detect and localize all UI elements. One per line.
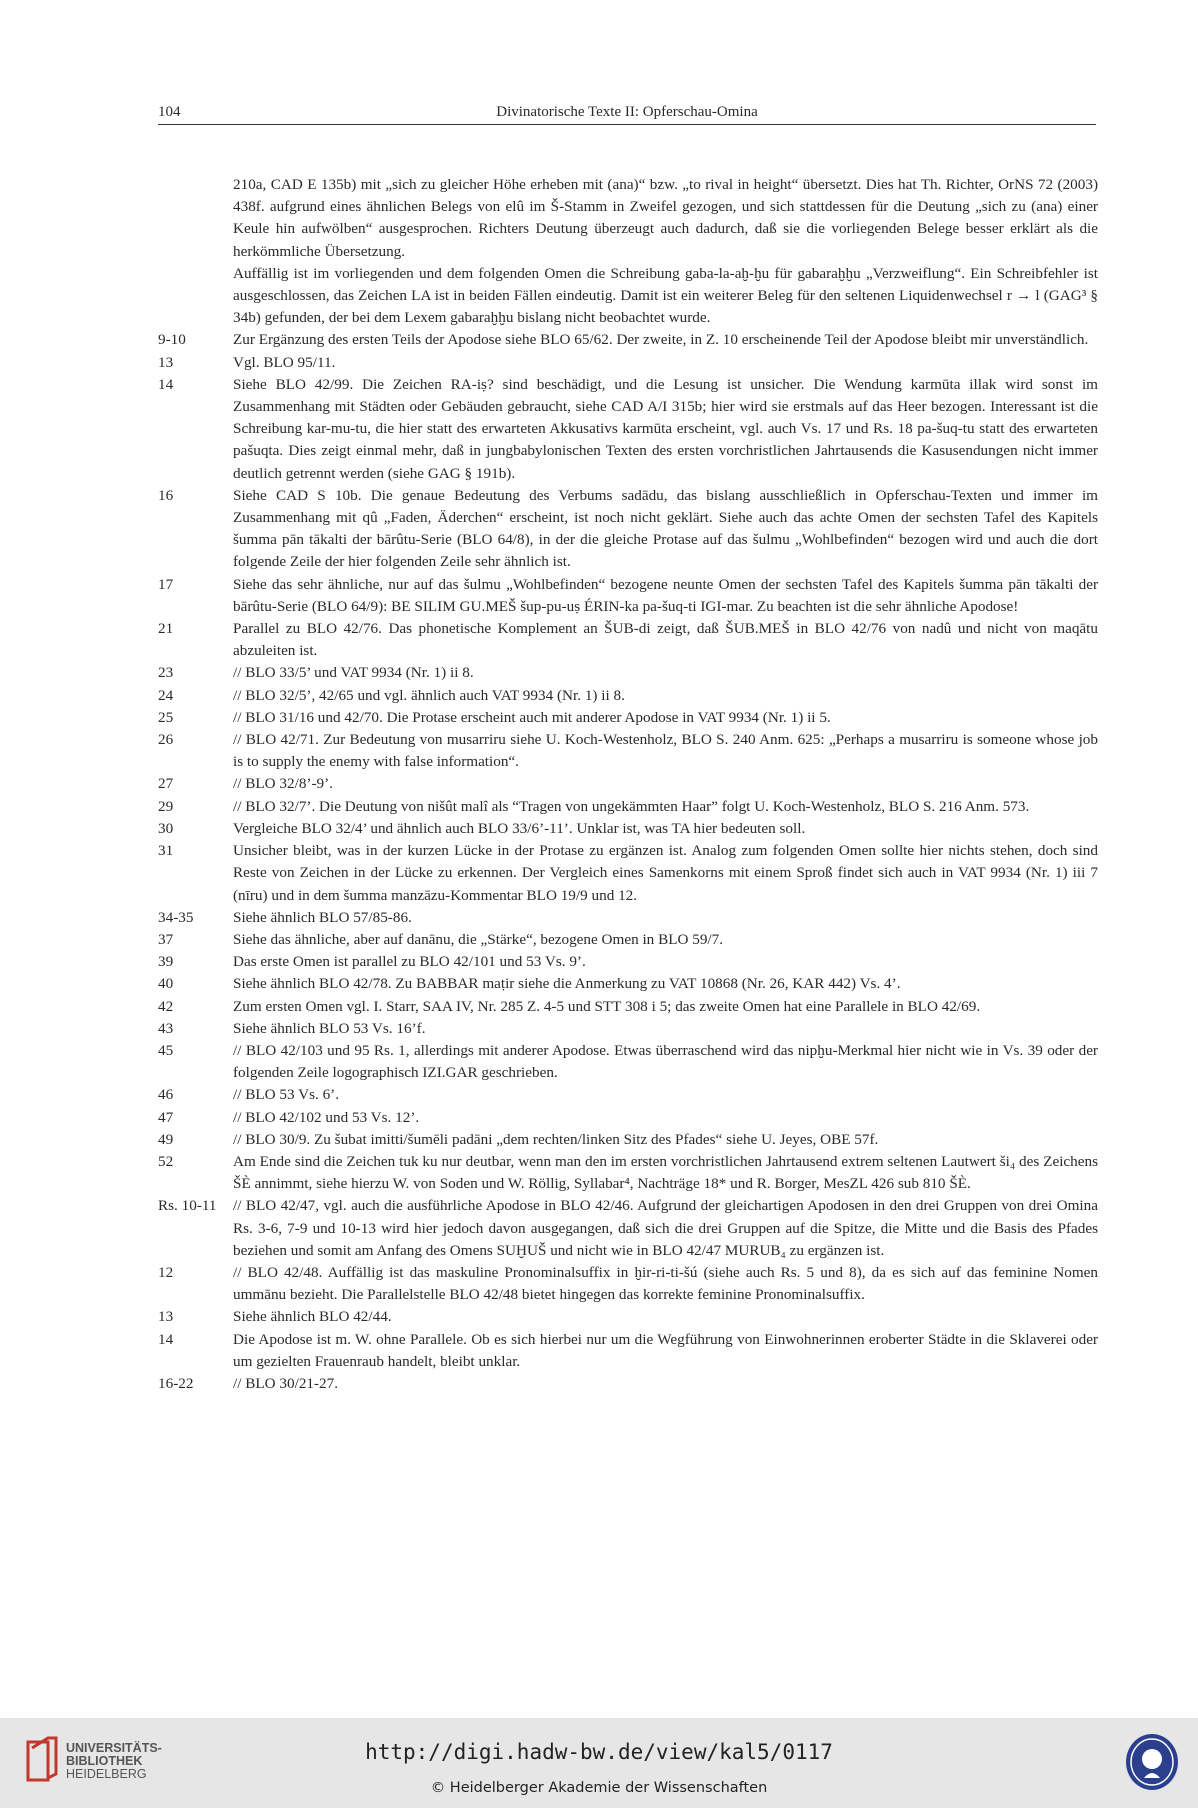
note-entry	[158, 1373, 1098, 1395]
note-line-ref: 9-10	[158, 331, 186, 349]
page-header	[158, 102, 1096, 125]
note-text: // BLO 42/102 und 53 Vs. 12’.	[233, 1108, 420, 1126]
note-line-ref: 39	[158, 953, 174, 971]
note-entry	[158, 796, 1098, 818]
continuation-paragraph: Auffällig ist im vorliegenden und dem folgenden Omen die Schreibung gaba-la-aḫ-ḫu für gabaraḫḫu „Verzweiflung“. Ein Schreibfehler ist ausgeschlossen, das Zeichen LA ist in beiden Fällen eindeutig. Damit ist ein weiterer Beleg für den seltenen Liquidenwechsel r → l (GAG³ § 34b) gefunden, der bei dem Lexem gabaraḫḫu bislang nicht beobachtet wurde.	[233, 264, 1098, 327]
note-entry	[158, 1262, 1098, 1306]
note-text: // BLO 53 Vs. 6’.	[233, 1086, 340, 1104]
note-entry	[158, 1329, 1098, 1373]
note-entry	[158, 1040, 1098, 1084]
note-entry	[158, 773, 1098, 795]
note-text: Die Apodose ist m. W. ohne Parallele. Ob es sich hierbei nur um die Wegführung von Einwohnerinnen eroberter Städte in die Sklaverei oder um gezielten Frauenraub handelt, bleibt unklar.	[233, 1330, 1098, 1370]
note-text: // BLO 32/5’, 42/65 und vgl. ähnlich auch VAT 9934 (Nr. 1) ii 8.	[233, 686, 625, 704]
note-text: Siehe das ähnliche, aber auf danānu, die „Stärke“, bezogene Omen in BLO 59/7.	[233, 930, 724, 948]
note-line-ref: 26	[158, 731, 174, 749]
note-line-ref: 25	[158, 708, 174, 726]
note-entry	[158, 973, 1098, 995]
note-line-ref: 27	[158, 775, 174, 793]
page-number: 104	[158, 104, 181, 120]
note-entry	[158, 1306, 1098, 1328]
note-text: // BLO 32/8’-9’.	[233, 775, 333, 793]
note-line-ref: 47	[158, 1108, 174, 1126]
note-line-ref: 42	[158, 997, 174, 1015]
note-text: // BLO 30/21-27.	[233, 1374, 339, 1392]
continuation-paragraph: 210a, CAD E 135b) mit „sich zu gleicher Höhe erheben mit (ana)“ bzw. „to rival in height“ übersetzt. Dies hat Th. Richter, OrNS 72 (2003) 438f. aufgrund eines ähnlichen Belegs von elû im Š-Stamm in Zweifel gezogen, und sich stattdessen für die Deutung „sich zu (ana) einer Keule hin aufwölben“ ausgesprochen. Richters Deutung überzeugt auch dadurch, daß sie die vorliegenden Belege besser erklärt als die herkömmliche Übersetzung.	[233, 176, 1098, 260]
continuation-text	[158, 174, 1098, 329]
note-entry	[158, 1151, 1098, 1195]
note-text: Unsicher bleibt, was in der kurzen Lücke in der Protase zu ergänzen ist. Analog zum folgenden Omen sollte hier nichts stehen, doch sind Reste von Zeichen in der Lücke zu erkennen. Der Vergleich eines Samenkorns mit einem Sproß findet sich auch in VAT 9934 (Nr. 1) iii 7 (nīru) und in dem šumma manzāzu-Kommentar BLO 19/9 und 12.	[233, 842, 1098, 904]
library-name-line: HEIDELBERG	[66, 1767, 147, 1781]
note-text: Zum ersten Omen vgl. I. Starr, SAA IV, Nr. 285 Z. 4-5 und STT 308 i 5; das zweite Omen hat eine Parallele in BLO 42/69.	[233, 997, 981, 1015]
note-line-ref: 14	[158, 1330, 174, 1348]
note-text: Siehe ähnlich BLO 53 Vs. 16’f.	[233, 1019, 426, 1037]
note-line-ref: 29	[158, 797, 174, 815]
footer-bar	[0, 1718, 1198, 1808]
note-entry	[158, 329, 1098, 351]
note-line-ref: 17	[158, 575, 174, 593]
note-entry	[158, 929, 1098, 951]
copyright-notice: © Heidelberger Akademie der Wissenschaften	[430, 1780, 768, 1796]
note-entry	[158, 1107, 1098, 1129]
note-entry	[158, 907, 1098, 929]
library-name-line: UNIVERSITÄTS-	[66, 1741, 162, 1755]
library-name-line: BIBLIOTHEK	[66, 1754, 143, 1768]
note-entry	[158, 574, 1098, 618]
note-text: // BLO 31/16 und 42/70. Die Protase erscheint auch mit anderer Apodose in VAT 9934 (Nr. 1) ii 5.	[233, 708, 831, 726]
note-text: Siehe BLO 42/99. Die Zeichen RA-iṣ? sind beschädigt, und die Lesung ist unsicher. Die Wendung karmūta illak wird sonst im Zusammenhang mit Städten oder Gebäuden gebraucht, siehe CAD A/I 315b; hier wird sie erstmals auf das Heer bezogen. Interessant ist die Schreibung kar-mu-tu, die hier statt des erwarteten Akkusativs karmūta erscheint, vgl. auch Vs. 17 und Rs. 18 pa-šuq-tu statt des erwarteten pašuqta. Dies zeigt einmal mehr, daß in jungbabylonischen Texten des ersten vorchristlichen Jahrtausends die Kasusendungen nicht immer deutlich getrennt werden (siehe GAG § 191b).	[233, 375, 1098, 482]
note-line-ref: 40	[158, 975, 174, 993]
note-text: // BLO 30/9. Zu šubat imitti/šumēli padāni „dem rechten/linken Sitz des Pfades“ siehe U. Jeyes, OBE 57f.	[233, 1130, 879, 1148]
note-entry	[158, 818, 1098, 840]
note-line-ref: 45	[158, 1041, 174, 1059]
note-text: Siehe ähnlich BLO 42/78. Zu BABBAR maṭir siehe die Anmerkung zu VAT 10868 (Nr. 26, KAR 442) Vs. 4’.	[233, 975, 901, 993]
note-text: // BLO 42/103 und 95 Rs. 1, allerdings mit anderer Apodose. Etwas überraschend wird das nipḫu-Merkmal hier nicht wie in Vs. 39 oder der folgenden Zeile logographisch IZI.GAR geschrieben.	[233, 1041, 1098, 1082]
academy-seal-icon	[1124, 1732, 1180, 1792]
notes-list	[158, 329, 1098, 1395]
note-text: Siehe ähnlich BLO 57/85-86.	[233, 908, 412, 926]
note-line-ref: 13	[158, 353, 174, 371]
note-line-ref: 24	[158, 686, 174, 704]
permalink[interactable]: http://digi.hadw-bw.de/view/kal5/0117	[365, 1740, 833, 1764]
note-text: Siehe das sehr ähnliche, nur auf das šulmu „Wohlbefinden“ bezogene neunte Omen der sechsten Tafel des Kapitels šumma pān tākalti der bārûtu-Serie (BLO 64/9): BE SILIM GU.MEŠ šup-pu-uṣ ÉRIN-ka pa-šuq-ti IGI-mar. Zu beachten ist die sehr ähnliche Apodose!	[233, 575, 1098, 615]
note-line-ref: 46	[158, 1086, 174, 1104]
note-text: Am Ende sind die Zeichen tuk ku nur deutbar, wenn man den im ersten vorchristlichen Jahrtausend extrem seltenen Lautwert ši₄ des Zeichens ŠÈ annimmt, siehe hierzu W. von Soden und W. Röllig, Syllabar⁴, Nachträge 18* und R. Borger, MesZL 426 sub 810 ŠÈ.	[233, 1152, 1098, 1193]
note-line-ref: 14	[158, 375, 174, 393]
note-line-ref: 52	[158, 1152, 174, 1170]
note-line-ref: 12	[158, 1263, 174, 1281]
note-line-ref: 13	[158, 1308, 174, 1326]
note-text: // BLO 42/47, vgl. auch die ausführliche Apodose in BLO 42/46. Aufgrund der gleichartigen Apodosen in den drei Gruppen von drei Omina Rs. 3-6, 7-9 und 10-13 wird hier jedoch davon ausgegangen, daß sich die drei Gruppen auf die Spitze, die Mitte und die Basis des Pfades beziehen und somit am Anfang des Omens SUḪUŠ und nicht wie in BLO 42/47 MURUB₄ zu ergänzen ist.	[233, 1197, 1098, 1259]
note-entry	[158, 951, 1098, 973]
note-text: // BLO 42/48. Auffällig ist das maskuline Pronominalsuffix in ḫir-ri-ti-šú (siehe auch Rs. 5 und 8), da es sich auf das feminine Nomen ummānu bezieht. Die Parallelstelle BLO 42/48 bietet hingegen das korrekte feminine Pronominalsuffix.	[233, 1263, 1098, 1304]
note-text: Siehe ähnlich BLO 42/44.	[233, 1308, 392, 1326]
note-line-ref: Rs. 10-11	[158, 1197, 217, 1215]
note-text: // BLO 42/71. Zur Bedeutung von musarriru siehe U. Koch-Westenholz, BLO S. 240 Anm. 625: „Perhaps a musarriru is someone whose job is to supply the enemy with false information“.	[233, 731, 1098, 771]
note-text: Vergleiche BLO 32/4’ und ähnlich auch BLO 33/6’-11’. Unklar ist, was TA hier bedeuten soll.	[233, 819, 806, 837]
note-line-ref: 30	[158, 819, 174, 837]
note-text: Zur Ergänzung des ersten Teils der Apodose siehe BLO 65/62. Der zweite, in Z. 10 erscheinende Teil der Apodose bleibt mir unverständlich.	[233, 331, 1089, 349]
note-entry	[158, 662, 1098, 684]
note-entry	[158, 729, 1098, 773]
note-entry	[158, 1084, 1098, 1106]
note-line-ref: 21	[158, 620, 174, 638]
note-entry	[158, 840, 1098, 907]
note-entry	[158, 707, 1098, 729]
note-entry	[158, 685, 1098, 707]
commentary-body	[158, 174, 1098, 1395]
note-entry	[158, 1129, 1098, 1151]
note-text: // BLO 32/7’. Die Deutung von nišût malî als “Tragen von ungekämmten Haar” folgt U. Koch-Westenholz, BLO S. 216 Anm. 573.	[233, 797, 1030, 815]
note-text: // BLO 33/5’ und VAT 9934 (Nr. 1) ii 8.	[233, 664, 474, 682]
note-line-ref: 31	[158, 842, 174, 860]
note-entry	[158, 1195, 1098, 1262]
note-entry	[158, 1018, 1098, 1040]
note-line-ref: 16-22	[158, 1374, 194, 1392]
note-entry	[158, 485, 1098, 574]
note-line-ref: 43	[158, 1019, 174, 1037]
note-entry	[158, 618, 1098, 662]
note-line-ref: 23	[158, 664, 174, 682]
note-line-ref: 16	[158, 486, 174, 504]
note-entry	[158, 374, 1098, 485]
note-text: Vgl. BLO 95/11.	[233, 353, 336, 371]
note-text: Parallel zu BLO 42/76. Das phonetische Komplement an ŠUB-di zeigt, daß ŠUB.MEŠ in BLO 42/76 von nadû und nicht von maqātu abzuleiten ist.	[233, 620, 1098, 660]
note-line-ref: 37	[158, 930, 174, 948]
note-text: Siehe CAD S 10b. Die genaue Bedeutung des Verbums sadādu, das bislang ausschließlich in Opferschau-Texten und immer im Zusammenhang mit qû „Faden, Äderchen“ erscheint, ist noch nicht geklärt. Siehe auch das achte Omen der sechsten Tafel des Kapitels šumma pān tākalti der bārûtu-Serie (BLO 64/8), in der die gleiche Protase auf das šulmu „Wohlbefinden“ bezogen wird und auch die dort folgende Zeile der hier folgenden Zeile sehr ähnlich ist.	[233, 486, 1098, 571]
note-entry	[158, 996, 1098, 1018]
note-text: Das erste Omen ist parallel zu BLO 42/101 und 53 Vs. 9’.	[233, 953, 586, 971]
note-line-ref: 34-35	[158, 908, 194, 926]
note-entry	[158, 352, 1098, 374]
running-title: Divinatorische Texte II: Opferschau-Omina	[496, 104, 758, 120]
note-line-ref: 49	[158, 1130, 174, 1148]
